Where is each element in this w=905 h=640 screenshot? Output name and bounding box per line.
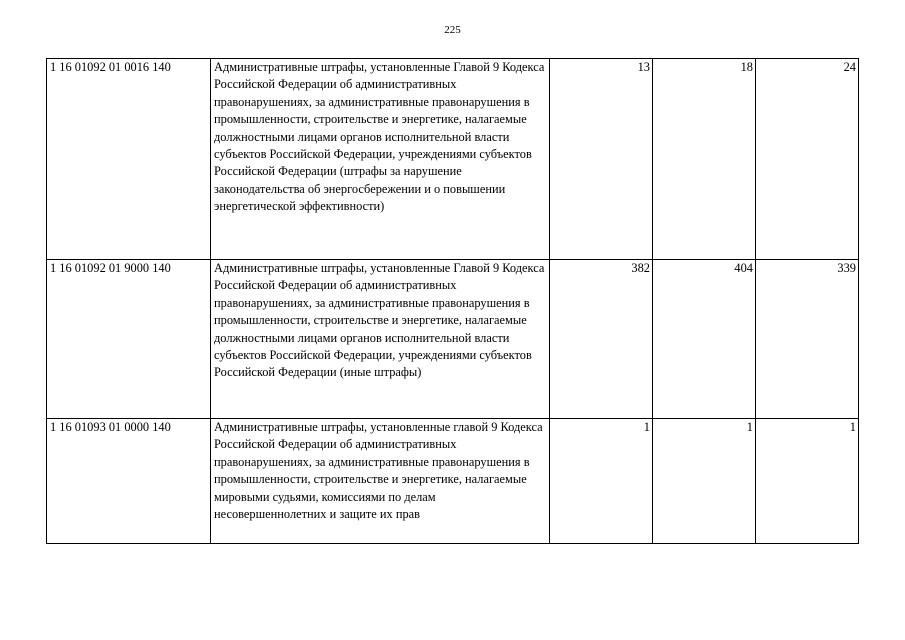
table-row [47, 260, 859, 419]
revenue-description-text: Административные штрафы, установленные Главой 9 Кодекса Российской Федерации об административных правонарушениях, за административные правонарушения в промышленности, строительстве и энергетике, налагаемые должностными лицами органов исполнительной власти субъектов Российской Федерации, учреждениями субъектов Российской Федерации (иные штрафы) [214, 261, 545, 380]
budget-classification-code: 1 16 01093 01 0000 140 [47, 419, 211, 544]
budget-revenue-table [46, 58, 859, 544]
budget-classification-code: 1 16 01092 01 9000 140 [47, 260, 211, 419]
table-row [47, 59, 859, 260]
amount-year-1: 382 [550, 260, 653, 419]
amount-year-1: 1 [550, 419, 653, 544]
page-number: 225 [444, 24, 461, 36]
table-row [47, 419, 859, 544]
amount-year-3: 1 [756, 419, 859, 544]
budget-classification-code: 1 16 01092 01 0016 140 [47, 59, 211, 260]
amount-year-3: 339 [756, 260, 859, 419]
revenue-description [211, 260, 550, 419]
revenue-description [211, 59, 550, 260]
amount-year-3: 24 [756, 59, 859, 260]
revenue-description-text: Административные штрафы, установленные главой 9 Кодекса Российской Федерации об административных правонарушениях, за административные правонарушения в промышленности, строительстве и энергетике, налагаемые мировыми судьями, комиссиями по делам несовершеннолетних и защите их прав [214, 420, 543, 522]
amount-year-1: 13 [550, 59, 653, 260]
revenue-description-text: Административные штрафы, установленные Главой 9 Кодекса Российской Федерации об административных правонарушениях, за административные правонарушения в промышленности, строительстве и энергетике, налагаемые должностными лицами органов исполнительной власти субъектов Российской Федерации, учреждениями субъектов Российской Федерации (штрафы за нарушение законодательства об энергосбережении и о повышении энергетической эффективности) [214, 60, 545, 214]
amount-year-2: 1 [653, 419, 756, 544]
revenue-description [211, 419, 550, 544]
amount-year-2: 18 [653, 59, 756, 260]
amount-year-2: 404 [653, 260, 756, 419]
